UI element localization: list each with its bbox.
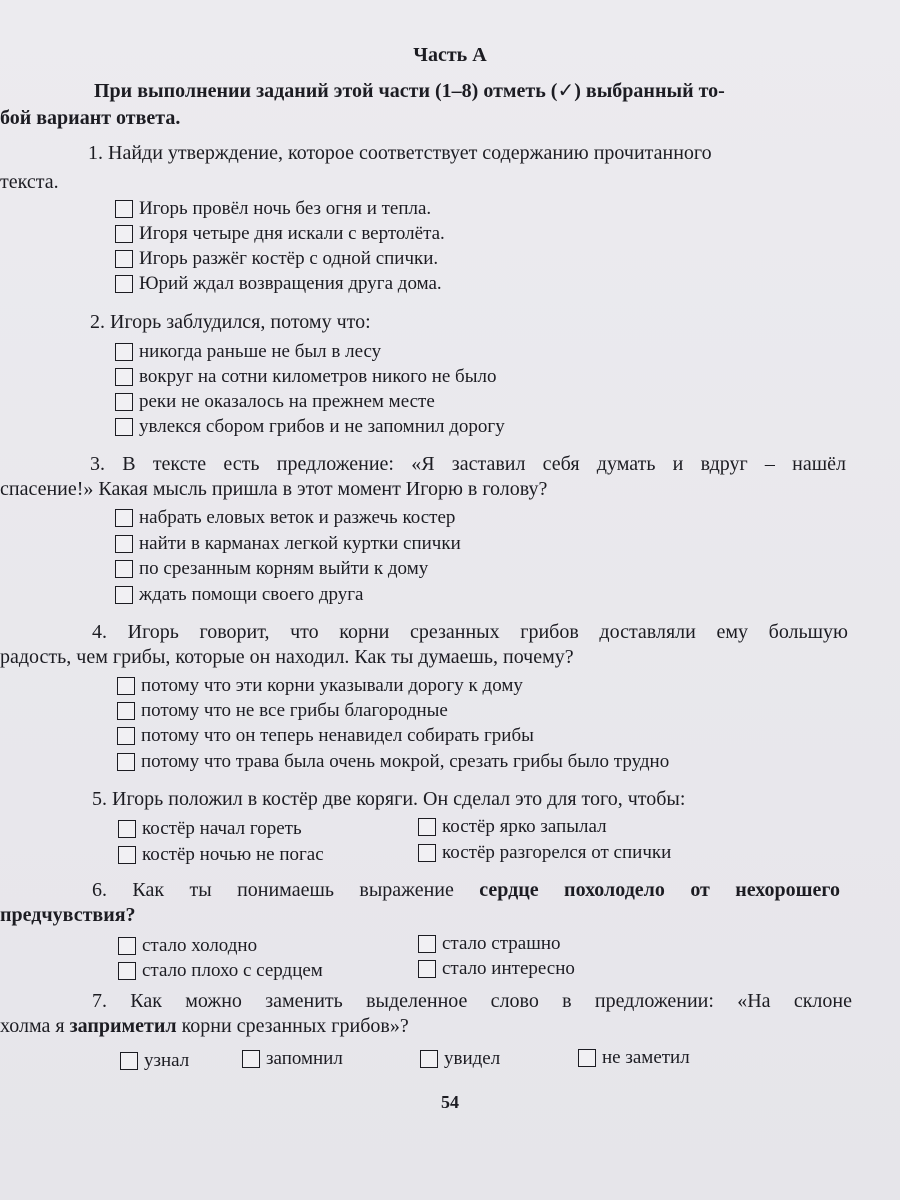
q1-option-2[interactable] <box>115 222 445 246</box>
question-3-line-2: спасение!» Какая мысль пришла в этот момент Игорю в голову? <box>0 478 548 500</box>
checkbox[interactable] <box>115 368 133 386</box>
option-label: стало плохо с сердцем <box>142 960 323 981</box>
checkmark-icon: ✓ <box>557 78 575 102</box>
instruction-line-1 <box>94 78 725 103</box>
checkbox[interactable] <box>118 846 136 864</box>
option-label: не заметил <box>602 1047 690 1068</box>
checkbox[interactable] <box>578 1049 596 1067</box>
option-label: увлекся сбором грибов и не запомнил дорогу <box>139 416 505 437</box>
option-label: костёр ярко запылал <box>442 816 607 837</box>
checkbox[interactable] <box>115 275 133 293</box>
option-label: набрать еловых веток и разжечь костер <box>139 507 456 528</box>
checkbox[interactable] <box>115 418 133 436</box>
instruction-text-1: При выполнении заданий этой части (1–8) отметь ( <box>94 80 558 102</box>
checkbox[interactable] <box>242 1050 260 1068</box>
option-label: костёр разгорелся от спички <box>442 842 672 863</box>
q5-option-3[interactable] <box>118 843 324 867</box>
option-label: потому что трава была очень мокрой, срезать грибы было трудно <box>141 751 670 772</box>
checkbox[interactable] <box>115 535 133 553</box>
question-4-line-2: радость, чем грибы, которые он находил. Как ты думаешь, почему? <box>0 646 574 668</box>
page-number: 54 <box>441 1092 459 1112</box>
checkbox[interactable] <box>115 586 133 604</box>
checkbox[interactable] <box>118 937 136 955</box>
option-label: потому что эти корни указывали дорогу к дому <box>141 675 523 696</box>
option-label: стало интересно <box>442 958 575 979</box>
option-label: увидел <box>444 1048 501 1069</box>
q1-option-3[interactable] <box>115 247 438 271</box>
option-label: потому что не все грибы благородные <box>141 700 448 721</box>
option-label: Игоря четыре дня искали с вертолёта. <box>139 223 445 244</box>
question-1-line-2: текста. <box>0 171 59 193</box>
q6-option-1[interactable] <box>118 934 257 958</box>
q3-option-3[interactable] <box>115 557 428 581</box>
question-6-phrase-end: предчувствия <box>0 904 126 926</box>
question-1-line-1: 1. Найди утверждение, которое соответствует содержанию прочитанного <box>88 142 712 164</box>
q2-option-3[interactable] <box>115 390 435 414</box>
checkbox[interactable] <box>115 560 133 578</box>
checkbox[interactable] <box>418 960 436 978</box>
q1-option-4[interactable] <box>115 272 442 296</box>
q5-option-2[interactable] <box>418 815 607 839</box>
checkbox[interactable] <box>118 962 136 980</box>
question-2-line-1: 2. Игорь заблудился, потому что: <box>90 311 371 333</box>
q3-option-4[interactable] <box>115 583 363 607</box>
checkbox[interactable] <box>117 727 135 745</box>
option-label: Игорь провёл ночь без огня и тепла. <box>139 198 432 219</box>
q2-option-4[interactable] <box>115 415 505 439</box>
question-7-line-2 <box>0 1014 409 1038</box>
checkbox[interactable] <box>115 250 133 268</box>
option-label: узнал <box>144 1050 190 1071</box>
checkbox[interactable] <box>115 343 133 361</box>
option-label: вокруг на сотни километров никого не было <box>139 366 497 387</box>
q7-option-2[interactable] <box>242 1047 343 1071</box>
checkbox[interactable] <box>117 677 135 695</box>
instruction-line-2: бой вариант ответа. <box>0 107 181 129</box>
q4-option-4[interactable] <box>117 750 669 774</box>
option-label: костёр начал гореть <box>142 818 302 839</box>
instruction-text-2: ) выбранный то- <box>574 80 725 102</box>
q5-option-1[interactable] <box>118 817 302 841</box>
checkbox[interactable] <box>115 200 133 218</box>
part-title: Часть А <box>413 44 487 66</box>
option-label: стало холодно <box>142 935 258 956</box>
q7-option-4[interactable] <box>578 1046 690 1070</box>
checkbox[interactable] <box>118 820 136 838</box>
q1-option-1[interactable] <box>115 197 431 221</box>
option-label: костёр ночью не погас <box>142 844 324 865</box>
option-label: запомнил <box>266 1048 343 1069</box>
question-3-line-1: 3. В тексте есть предложение: «Я заставил себя думать и вдруг – нашёл <box>90 453 846 475</box>
checkbox[interactable] <box>418 844 436 862</box>
q3-option-2[interactable] <box>115 532 461 556</box>
q6-option-4[interactable] <box>418 957 575 981</box>
q5-option-4[interactable] <box>418 841 671 865</box>
option-label: потому что он теперь ненавидел собирать грибы <box>141 725 534 746</box>
q4-option-2[interactable] <box>117 699 448 723</box>
question-6-mark: ? <box>125 904 136 926</box>
option-label: ждать помощи своего друга <box>139 584 364 605</box>
question-6-line-2 <box>0 903 136 927</box>
q3-option-1[interactable] <box>115 506 455 530</box>
checkbox[interactable] <box>418 935 436 953</box>
q6-option-3[interactable] <box>118 959 323 983</box>
option-label: стало страшно <box>442 933 561 954</box>
option-label: найти в карманах легкой куртки спички <box>139 533 461 554</box>
checkbox[interactable] <box>115 509 133 527</box>
checkbox[interactable] <box>420 1050 438 1068</box>
q7-option-1[interactable] <box>120 1049 189 1073</box>
option-label: Игорь разжёг костёр с одной спички. <box>139 248 439 269</box>
q2-option-2[interactable] <box>115 365 496 389</box>
question-7-text-a: холма я <box>0 1015 70 1037</box>
q6-option-2[interactable] <box>418 932 561 956</box>
q4-option-1[interactable] <box>117 674 523 698</box>
q4-option-3[interactable] <box>117 724 534 748</box>
checkbox[interactable] <box>115 225 133 243</box>
checkbox[interactable] <box>117 753 135 771</box>
question-5-line-1: 5. Игорь положил в костёр две коряги. Он сделал это для того, чтобы: <box>92 788 686 810</box>
option-label: по срезанным корням выйти к дому <box>139 558 429 579</box>
question-6-phrase: сердце похолодело от нехорошего <box>479 879 840 901</box>
checkbox[interactable] <box>120 1052 138 1070</box>
checkbox[interactable] <box>117 702 135 720</box>
question-7-text-b: корни срезанных грибов»? <box>176 1015 409 1037</box>
checkbox[interactable] <box>418 818 436 836</box>
question-4-line-1: 4. Игорь говорит, что корни срезанных грибов доставляли ему большую <box>92 621 848 643</box>
option-label: Юрий ждал возвращения друга дома. <box>139 273 442 294</box>
option-label: реки не оказалось на прежнем месте <box>139 391 435 412</box>
question-6-line-1 <box>92 878 840 902</box>
q2-option-1[interactable] <box>115 340 381 364</box>
option-label: никогда раньше не был в лесу <box>139 341 382 362</box>
q7-option-3[interactable] <box>420 1047 500 1071</box>
question-7-line-1: 7. Как можно заменить выделенное слово в предложении: «На склоне <box>92 990 852 1012</box>
question-7-highlighted-word: заприметил <box>69 1015 177 1037</box>
question-6-text: 6. Как ты понимаешь выражение <box>92 879 480 901</box>
checkbox[interactable] <box>115 393 133 411</box>
